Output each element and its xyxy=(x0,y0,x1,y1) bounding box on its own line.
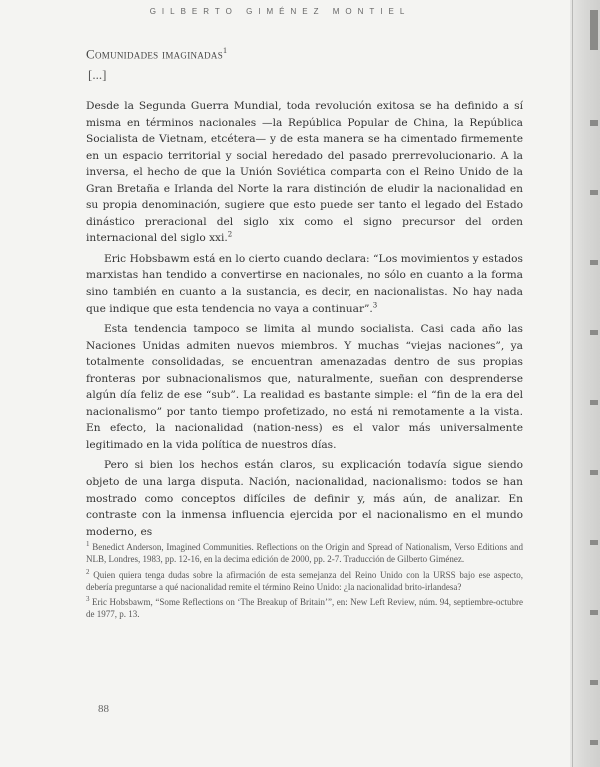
paragraph xyxy=(86,98,523,247)
footnote-mark: 3 xyxy=(86,595,90,604)
omission-mark: [...] xyxy=(88,67,107,82)
paragraph-text: Esta tendencia tampoco se limita al mundo socialista. Casi cada año las Naciones Unidas admiten nuevos miembros. Y muchas “viejas naciones”, ya totalmente consolidadas, se encuentran amenazadas dentro de sus propias fronteras por subnacionalismos que, naturalmente, sueñan con desprenderse algún día feliz de ese “sub”. La realidad es bastante simple: el “fin de la era del nacionalismo” por tanto tiempo profetizado, no está ni remotamente a la vista. En efecto, la nacionalidad (nation-ness) es el valor más universalmente legitimado en la vida política de nuestros días. xyxy=(86,323,523,451)
paragraph-text: Pero si bien los hechos están claros, su explicación todavía sigue siendo objeto de una larga disputa. Nación, nacionalidad, nacionalismo: todos se han mostrado como conceptos difíciles de definir y, más aún, de analizar. En contraste con la inmensa influencia ejercida por el nacionalismo en el mundo moderno, es xyxy=(86,459,523,538)
edge-tab xyxy=(590,10,598,50)
paragraph-text: Desde la Segunda Guerra Mundial, toda revolución exitosa se ha definido a sí misma en términos nacionales —la República Popular de China, la República Socialista de Vietnam, etcétera— y de esta manera se ha cimentado firmemente en un espacio territorial y social heredado del pasado prerrevolucionario. A la inversa, el hecho de que la Unión Soviética comparta con el Reino Unido de la Gran Bretaña e Irlanda del Norte la rara distinción de eludir la nacionalidad en su propia denominación, sugiere que esto puede ser tanto el legado del Estado dinástico preracional del siglo xix como el signo precursor del orden internacional del siglo xxi. xyxy=(86,100,523,245)
edge-tab xyxy=(590,740,598,745)
edge-tab xyxy=(590,540,598,545)
section-title-note: 1 xyxy=(223,46,228,55)
footnote-text: Eric Hobsbawm, “Some Reflections on ‘The Breakup of Britain’”, en: New Left Review, núm. 94, septiembre-octubre de 1977, p. 13. xyxy=(86,597,523,620)
footnote-text: Quien quiera tenga dudas sobre la afirmación de esta semejanza del Reino Unido con la URSS bajo ese aspecto, debería preguntarse a qué nacionalidad remite el término Reino Unido: ¿la nacionalidad brito-irlandesa? xyxy=(86,569,524,592)
footnote-ref: 2 xyxy=(227,230,233,239)
edge-tab xyxy=(590,330,598,335)
edge-tab xyxy=(590,260,598,265)
paragraph-text: Eric Hobsbawm está en lo cierto cuando declara: “Los movimientos y estados marxistas han tendido a convertirse en nacionales, no sólo en cuanto a la forma sino también en cuanto a la sustancia, es decir, en nacionalistas. No hay nada que indique que esta tendencia no vaya a continuar”. xyxy=(86,252,523,315)
footnotes xyxy=(86,541,523,624)
section-title xyxy=(86,46,227,62)
page-edge-shadow xyxy=(570,0,600,767)
page-number: 88 xyxy=(98,703,109,715)
edge-tab xyxy=(590,400,598,405)
running-head: GILBERTO GIMÉNEZ MONTIEL xyxy=(149,7,411,16)
edge-tab xyxy=(590,190,598,195)
paragraph xyxy=(86,457,523,540)
paragraph xyxy=(86,251,523,317)
footnote xyxy=(86,541,523,566)
edge-tab xyxy=(590,120,598,126)
page-edge-line xyxy=(572,0,573,767)
section-title-text: Comunidades imaginadas xyxy=(86,46,224,62)
edge-tab xyxy=(590,610,598,615)
edge-tab xyxy=(590,470,598,475)
footnote-ref: 3 xyxy=(372,301,378,310)
footnote-text: Benedict Anderson, Imagined Communities. Reflections on the Origin and Spread of Nationalism, Verso Editions and NLB, Londres, 1983, pp. 12-16, en la decima edición de 2000, pp. 2-7. Traducción de Gilberto Giménez. xyxy=(86,542,524,565)
footnote xyxy=(86,596,523,621)
footnote-mark: 1 xyxy=(86,540,90,548)
paragraph xyxy=(86,321,523,453)
edge-tab xyxy=(590,680,598,685)
body-text xyxy=(86,98,523,544)
footnote xyxy=(86,569,523,594)
footnote-mark: 2 xyxy=(86,567,90,576)
